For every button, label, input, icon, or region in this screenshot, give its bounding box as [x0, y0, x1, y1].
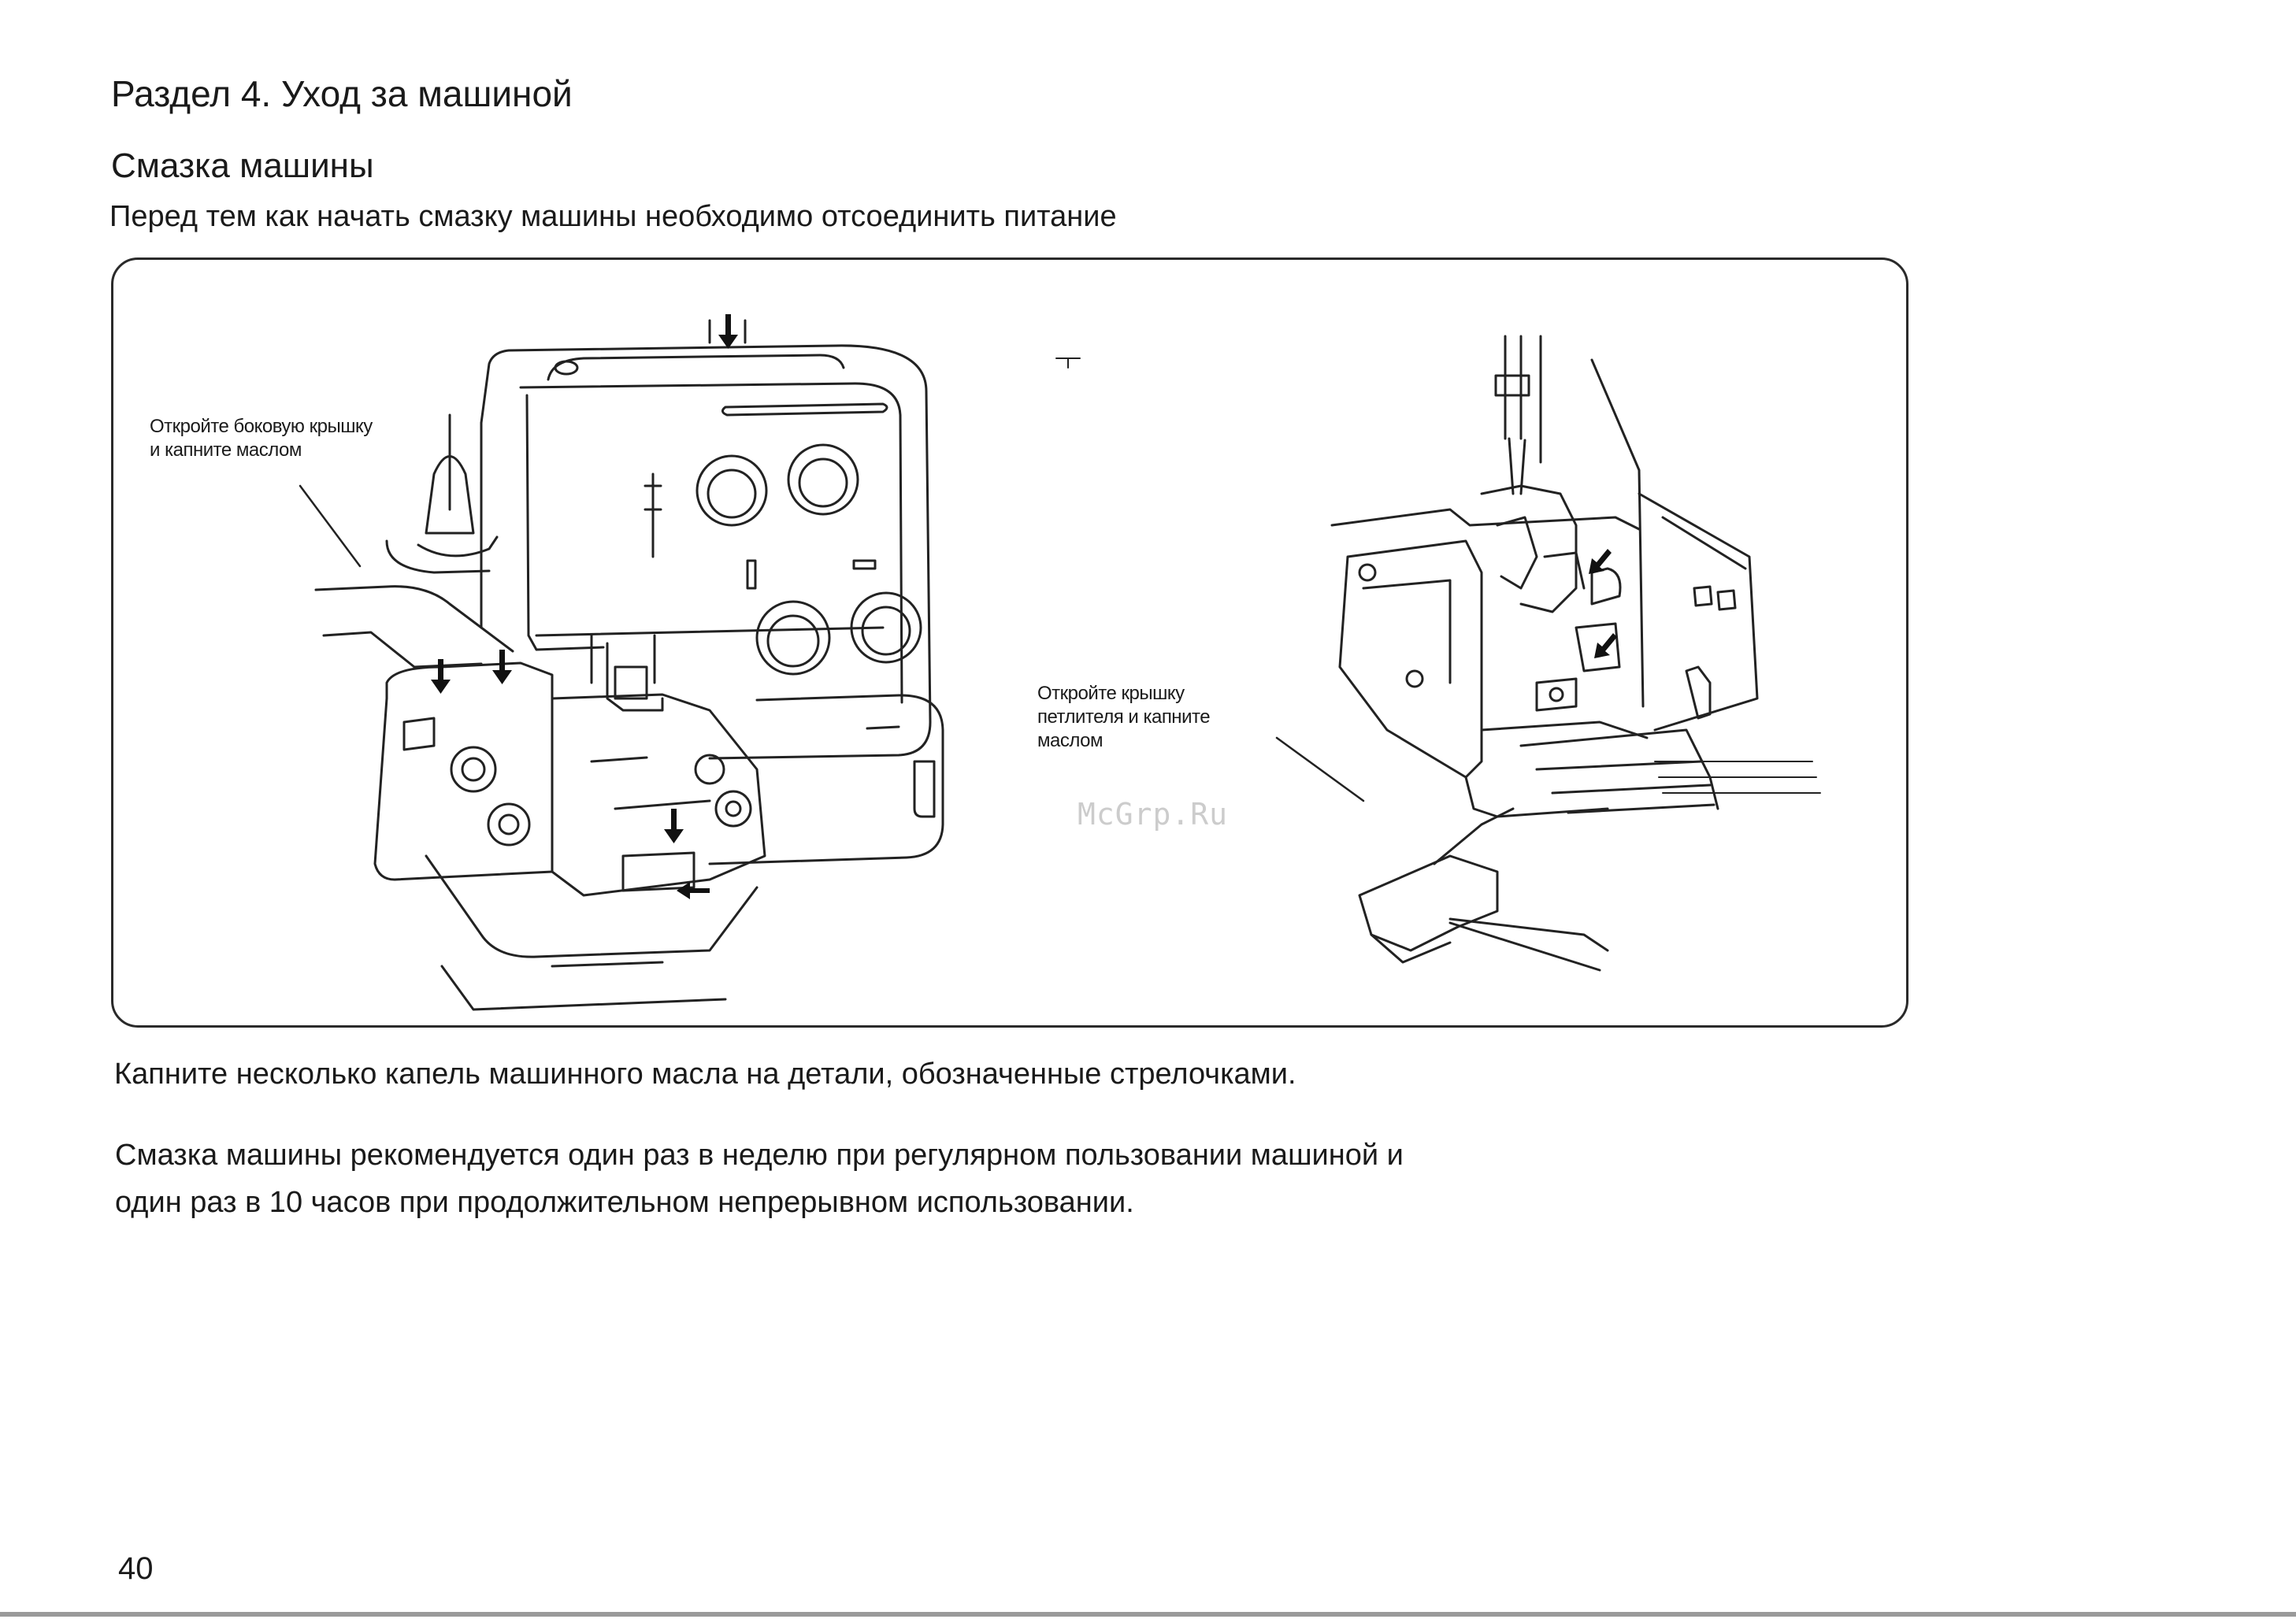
page-number: 40	[118, 1551, 154, 1586]
callout-side-cover	[150, 415, 373, 462]
lubrication-illustration	[111, 257, 1904, 1023]
callout-side-cover-line2: и капните маслом	[150, 439, 302, 461]
oil-point-arrows	[431, 314, 738, 899]
callout-looper-cover-line2: петлителя и капните	[1037, 706, 1211, 728]
watermark: McGrp.Ru	[1078, 797, 1229, 832]
callout-looper-cover-line1: Откройте крышку	[1037, 683, 1185, 704]
section-title: Раздел 4. Уход за машиной	[111, 73, 573, 114]
page-bottom-rule	[0, 1612, 2296, 1617]
power-warning: Перед тем как начать смазку машины необходимо отсоединить питание	[109, 200, 1117, 233]
looper-area-drawing	[1056, 336, 1820, 970]
recommendation-text-line1: Смазка машины рекомендуется один раз в неделю при регулярном пользовании машиной и	[115, 1139, 1404, 1172]
callout-looper-cover-line3: маслом	[1037, 730, 1103, 751]
subsection-title: Смазка машины	[111, 146, 374, 185]
callout-looper-cover	[1037, 682, 1210, 753]
instruction-text: Капните несколько капель машинного масла на детали, обозначенные стрелочками.	[114, 1058, 1296, 1091]
recommendation-text-line2: один раз в 10 часов при продолжительном непрерывном использовании.	[115, 1186, 1134, 1219]
callout-side-cover-line1: Откройте боковую крышку	[150, 416, 373, 437]
serger-machine-drawing	[300, 314, 943, 1010]
